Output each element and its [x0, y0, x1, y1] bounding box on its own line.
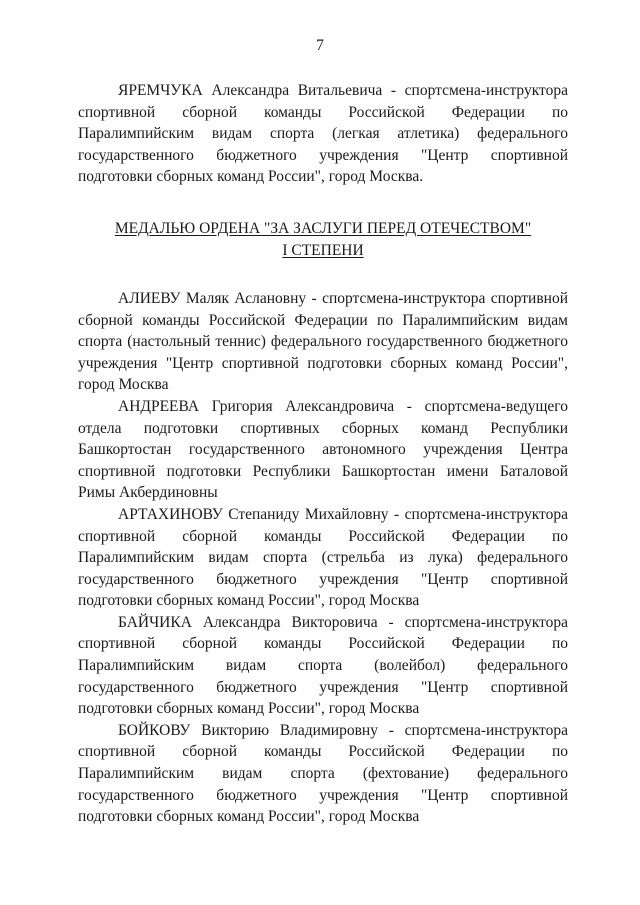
section-heading-line-2: I СТЕПЕНИ [282, 241, 364, 259]
section-heading [78, 218, 568, 262]
award-paragraph: АНДРЕЕВА Григория Александровича - спортсмена-ведущего отдела подготовки спортивных сборных команд Республики Башкортостан государственного автономного учреждения Центра спортивной подготовки Республики Башкортостан имени Баталовой Римы Акбердиновны [78, 397, 568, 502]
award-paragraph-intro: ЯРЕМЧУКА Александра Витальевича - спортсмена-инструктора спортивной сборной команды Российской Федерации по Паралимпийским видам спорта (легкая атлетика) федерального государственного бюджетного учреждения "Центр спортивной подготовки сборных команд России", город Москва. [78, 82, 568, 186]
page-number: 7 [316, 37, 324, 54]
award-paragraph: АЛИЕВУ Маляк Аслановну - спортсмена-инструктора спортивной сборной команды Российской Федерации по Паралимпийским видам спорта (настольный теннис) федерального государственного бюджетного учреждения "Центр спортивной подготовки сборных команд России", город Москва [78, 289, 568, 394]
section-heading-line-1: МЕДАЛЬЮ ОРДЕНА "ЗА ЗАСЛУГИ ПЕРЕД ОТЕЧЕСТВОМ" [114, 219, 532, 237]
award-paragraph: АРТАХИНОВУ Степаниду Михайловну - спортсмена-инструктора спортивной сборной команды Российской Федерации по Паралимпийским видам спорта (стрельба из лука) федерального государственного бюджетного учреждения "Центр спортивной подготовки сборных команд России", город Москва [78, 505, 568, 610]
award-paragraph: БАЙЧИКА Александра Викторовича - спортсмена-инструктора спортивной сборной команды Российской Федерации по Паралимпийским видам спорта (волейбол) федерального государственного бюджетного учреждения "Центр спортивной подготовки сборных команд России", город Москва [78, 613, 568, 718]
document-body [78, 80, 568, 828]
award-paragraph: БОЙКОВУ Викторию Владимировну - спортсмена-инструктора спортивной сборной команды Российской Федерации по Паралимпийским видам спорта (фехтование) федерального государственного бюджетного учреждения "Центр спортивной подготовки сборных команд России", город Москва [78, 721, 568, 826]
